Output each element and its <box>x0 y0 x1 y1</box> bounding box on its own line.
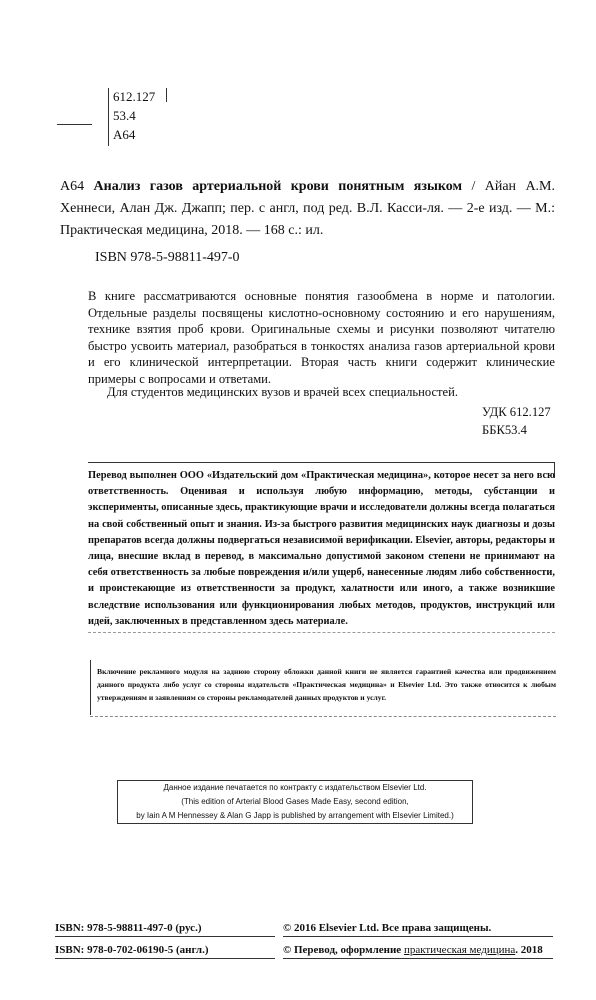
classification-box <box>108 88 169 146</box>
isbn-block <box>55 920 209 964</box>
record-isbn: ISBN 978-5-98811-497-0 <box>95 250 240 265</box>
record-code: А64 <box>60 179 85 194</box>
translation-disclaimer: Перевод выполнен ООО «Издательский дом «Практическая медицина», которое несет за него всю ответственность. Оценивая и используя любую информацию, методы, субстанции и эксперименты, описанные здесь, практикующие врачи и исследователи должны всегда полагаться на свой собственный опыт и знания. Из-за быстрого развития медицинских наук диагнозы и дозы препаратов всегда должны подвергаться независимой верификации. Elsevier, авторы, редакторы и лица, внесшие вклад в перевод, в максимально допустимой законом степени не принимают на себя ответственность за любые повреждения и/или ущерб, нанесенные людям либо собственности, и проистекающие из ответственности за продукт, халатности или иного, а также возникшие вследствие использования или функционирования любых методов, продуктов, инструкций или идей, заключенных в представленном здесь материале. <box>88 470 555 627</box>
publisher-name: практическая медицина <box>403 944 516 956</box>
bibliographic-record <box>60 176 555 242</box>
abstract-text: В книге рассматриваются основные понятия газообмена в норме и патологии. Отдельные разделы посвящены кислотно-основному состоянию и его нарушениям, технике взятия проб крови. Оригинальные схемы и рисунки позволяют читателю быстро усвоить материал, разобраться в тонкостях анализа газов артериальной крови и его клинической интерпретации. Вторая часть книги содержит клинические примеры с вопросами и ответами. <box>88 289 555 386</box>
contract-line-2: (This edition of Arterial Blood Gases Made Easy, second edition, <box>181 797 409 806</box>
udk-label: УДК 612.127 <box>482 405 551 419</box>
book-title: Анализ газов артериальной крови понятным языком <box>93 179 463 194</box>
copyright-year: . 2018 <box>515 944 543 956</box>
ad-notice: Включение рекламного модуля на заднюю сторону обложки данной книги не является гарантией качества или продвижением данного продукта либо услуг со стороны издательств «Практическая медицина» и Elsevier Ltd. Это также относится к любым утверждениям и заявлениям со стороны рекламодателей данных продуктов и услуг. <box>97 667 556 702</box>
disclaimer-top-rule <box>88 462 555 463</box>
audience-note: Для студентов медицинских вузов и врачей всех специальностей. <box>107 385 459 399</box>
record-details: / Айан А.М. Хеннеси, Алан Дж. Джапп; пер. с англ, под ред. В.Л. Касси-ля. — 2-е изд. — М.: Практическая медицина, 2018. — 168 с.: ил. <box>60 179 556 238</box>
contract-line-3: by Iain A M Hennessey & Alan G Japp is published by arrangement with Elsevier Limited.) <box>136 811 454 820</box>
author-mark: А64 <box>113 127 136 142</box>
classification-dash <box>57 124 92 125</box>
udk-index: 612.127 <box>113 89 156 104</box>
ad-notice-edge <box>90 660 91 715</box>
contract-line-1: Данное издание печатается по контракту с издательством Elsevier Ltd. <box>163 783 427 792</box>
copyright-elsevier: © 2016 Elsevier Ltd. Все права защищены. <box>283 922 492 934</box>
contract-box <box>117 780 473 824</box>
bbk-index: 53.4 <box>113 108 136 123</box>
classification-box-edge <box>166 88 167 102</box>
copyright-block <box>283 920 543 964</box>
bbk-label: ББК53.4 <box>482 423 527 437</box>
ad-notice-rule <box>90 716 556 717</box>
isbn-english: ISBN: 978-0-702-06190-5 (англ.) <box>55 944 209 956</box>
isbn-russian: ISBN: 978-5-98811-497-0 (рус.) <box>55 922 202 934</box>
copyright-translation: © Перевод, оформление <box>283 944 404 956</box>
disclaimer-bottom-rule <box>88 632 555 633</box>
